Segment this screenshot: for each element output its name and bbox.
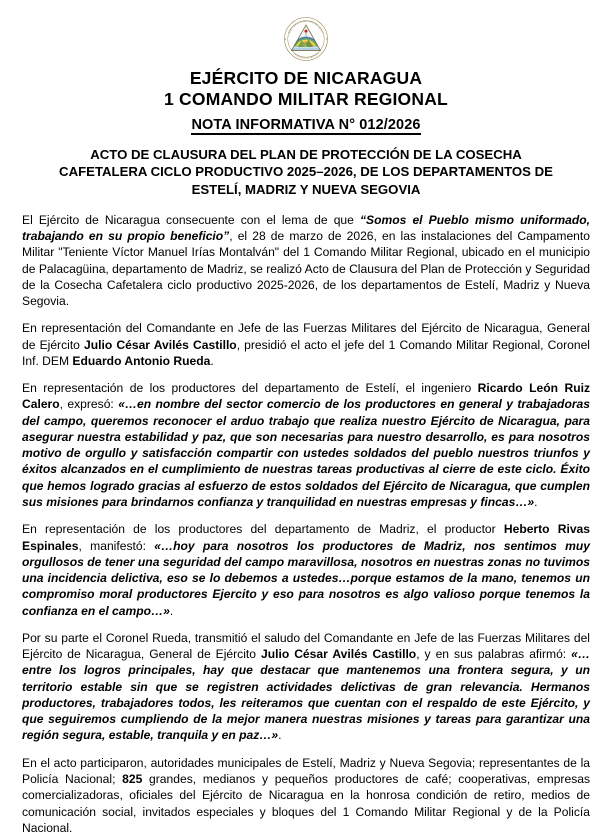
document-body bbox=[22, 212, 590, 836]
paragraph bbox=[22, 212, 590, 310]
text-run: En representación de los productores del departamento de Estelí, el ingeniero bbox=[22, 381, 478, 396]
document-subject: ACTO DE CLAUSURA DEL PLAN DE PROTECCIÓN DE LA COSECHA CAFETALERA CICLO PRODUCTIVO 2025–2026, DE LOS DEPARTAMENTOS DE ESTELÍ, MADRIZ Y NUEVA SEGOVIA bbox=[59, 147, 553, 197]
paragraph bbox=[22, 380, 590, 510]
paragraph bbox=[22, 320, 590, 369]
text-run: . bbox=[210, 353, 214, 368]
svg-text:REPUBLICA DE NICARAGUA: REPUBLICA DE NICARAGUA bbox=[288, 19, 324, 34]
coat-of-arms-container bbox=[22, 14, 590, 66]
text-run: Por su parte el Coronel Rueda, transmitió el saludo del Comandante en Jefe de las Fuerzas Militares del Ejército de Nicaragua, General de Ejército bbox=[22, 630, 590, 662]
text-run: . bbox=[278, 728, 282, 743]
text-run: . bbox=[169, 603, 174, 618]
text-run: , manifestó: bbox=[78, 538, 155, 553]
note-number: NOTA INFORMATIVA N° 012/2026 bbox=[191, 117, 421, 134]
text-run: Eduardo Antonio Rueda bbox=[72, 353, 211, 368]
text-run: «…hoy para nosotros los productores de Madriz, nos sentimos muy orgullosos de tener una seguridad del campo maravillosa, nosotros en nuestras zonas no tuvimos una incidencia delictiva, eso se lo debemos a ustedes…porque estamos de la mano, tenemos un compromiso moral productores Ejercito y eso para nosotros es algo valioso porque tenemos la confianza en el campo…» bbox=[22, 538, 590, 618]
note-number-container bbox=[22, 116, 590, 135]
text-run: grandes, medianos y pequeños productores de café; cooperativas, empresas comercializadoras, oficiales del Ejército de Nicaragua en la honrosa condición de retiro, medios de comunicación social, invitados especiales y bloques del 1 Comando Militar Regional y de la Policía Nacional. bbox=[22, 771, 591, 835]
text-run: , expresó: bbox=[59, 397, 119, 412]
organization-title bbox=[22, 68, 590, 109]
text-run: Heberto Rivas Espinales bbox=[22, 522, 590, 553]
text-run: Julio César Avilés Castillo bbox=[84, 337, 237, 352]
text-run: «…entre los logros principales, hay que destacar que mantenemos una frontera segura, y un territorio estable sin que se registren actividades delictivas de gran relevancia. Hermanos productores, trabajadores todos, les reiteramos que cuentan con el respaldo de este Ejército, y que seguiremos cumpliendo de la mejor manera nuestras misiones y tareas para garantizar una región segura, estable, tranquila y en paz…» bbox=[22, 647, 590, 743]
text-run: , el 28 de marzo de 2026, en las instalaciones del Campamento Militar "Teniente Víctor Manuel Irías Montalván" del 1 Comando Militar Regional, ubicado en el municipio de Palacagüina, departamento de Madriz, se realizó Acto de Clausura del Plan de Protección y Seguridad de la Cosecha Cafetalera ciclo productivo 2025-2026, de los departamentos de Estelí, Madriz y Nueva Segovia. bbox=[22, 229, 590, 309]
organization-title-line-2: 1 COMANDO MILITAR REGIONAL bbox=[164, 88, 448, 109]
text-run: , presidió el acto el jefe del 1 Comando Militar Regional, Coronel Inf. DEM bbox=[22, 337, 590, 368]
text-run: Ricardo León Ruiz Calero bbox=[22, 381, 590, 412]
text-run: El Ejército de Nicaragua consecuente con el lema de que bbox=[22, 212, 360, 227]
text-run: . bbox=[534, 495, 538, 509]
text-run: «…en nombre del sector comercio de los productores en general y trabajadoras del campo, queremos reconocer el arduo trabajo que realiza nuestro Ejército de Nicaragua, para asegurar nuestra estabilidad y paz, que son necesarias para nuestro desarrollo, es para nosotros motivo de orgullo y satisfacción compartir con ustedes soldados del pueblo nuestros triunfos y éxitos alcanzados en el cumplimiento de nuestras tareas productivas al cierre de este ciclo. Éxito que hemos logrado gracias al esfuerzo de estos soldados del Ejército de Nicaragua, que cumplen sus misiones para brindarnos confianza y tranquilidad en nuestras empresas y fincas…» bbox=[22, 397, 590, 509]
text-run: “Somos el Pueblo mismo uniformado, trabajando en su propio beneficio” bbox=[22, 212, 590, 244]
text-run: En representación de los productores del departamento de Madriz, el productor bbox=[22, 522, 504, 537]
text-run: En representación del Comandante en Jefe de las Fuerzas Militares del Ejército de Nicaragua, General de Ejército bbox=[22, 321, 590, 352]
organization-title-line-1: EJÉRCITO DE NICARAGUA bbox=[189, 68, 423, 88]
nicaragua-coat-of-arms-icon bbox=[281, 14, 331, 64]
text-run: En el acto participaron, autoridades municipales de Estelí, Madriz y Nueva Segovia; representantes de la Policía Nacional; bbox=[22, 755, 590, 786]
paragraph bbox=[22, 521, 590, 619]
svg-text:AMERICA CENTRAL: AMERICA CENTRAL bbox=[292, 51, 320, 60]
paragraph bbox=[22, 755, 590, 836]
paragraph bbox=[22, 630, 590, 744]
text-run: 825 bbox=[122, 771, 143, 786]
text-run: , y en sus palabras afirmó: bbox=[416, 647, 572, 662]
text-run: Julio César Avilés Castillo bbox=[260, 647, 417, 662]
